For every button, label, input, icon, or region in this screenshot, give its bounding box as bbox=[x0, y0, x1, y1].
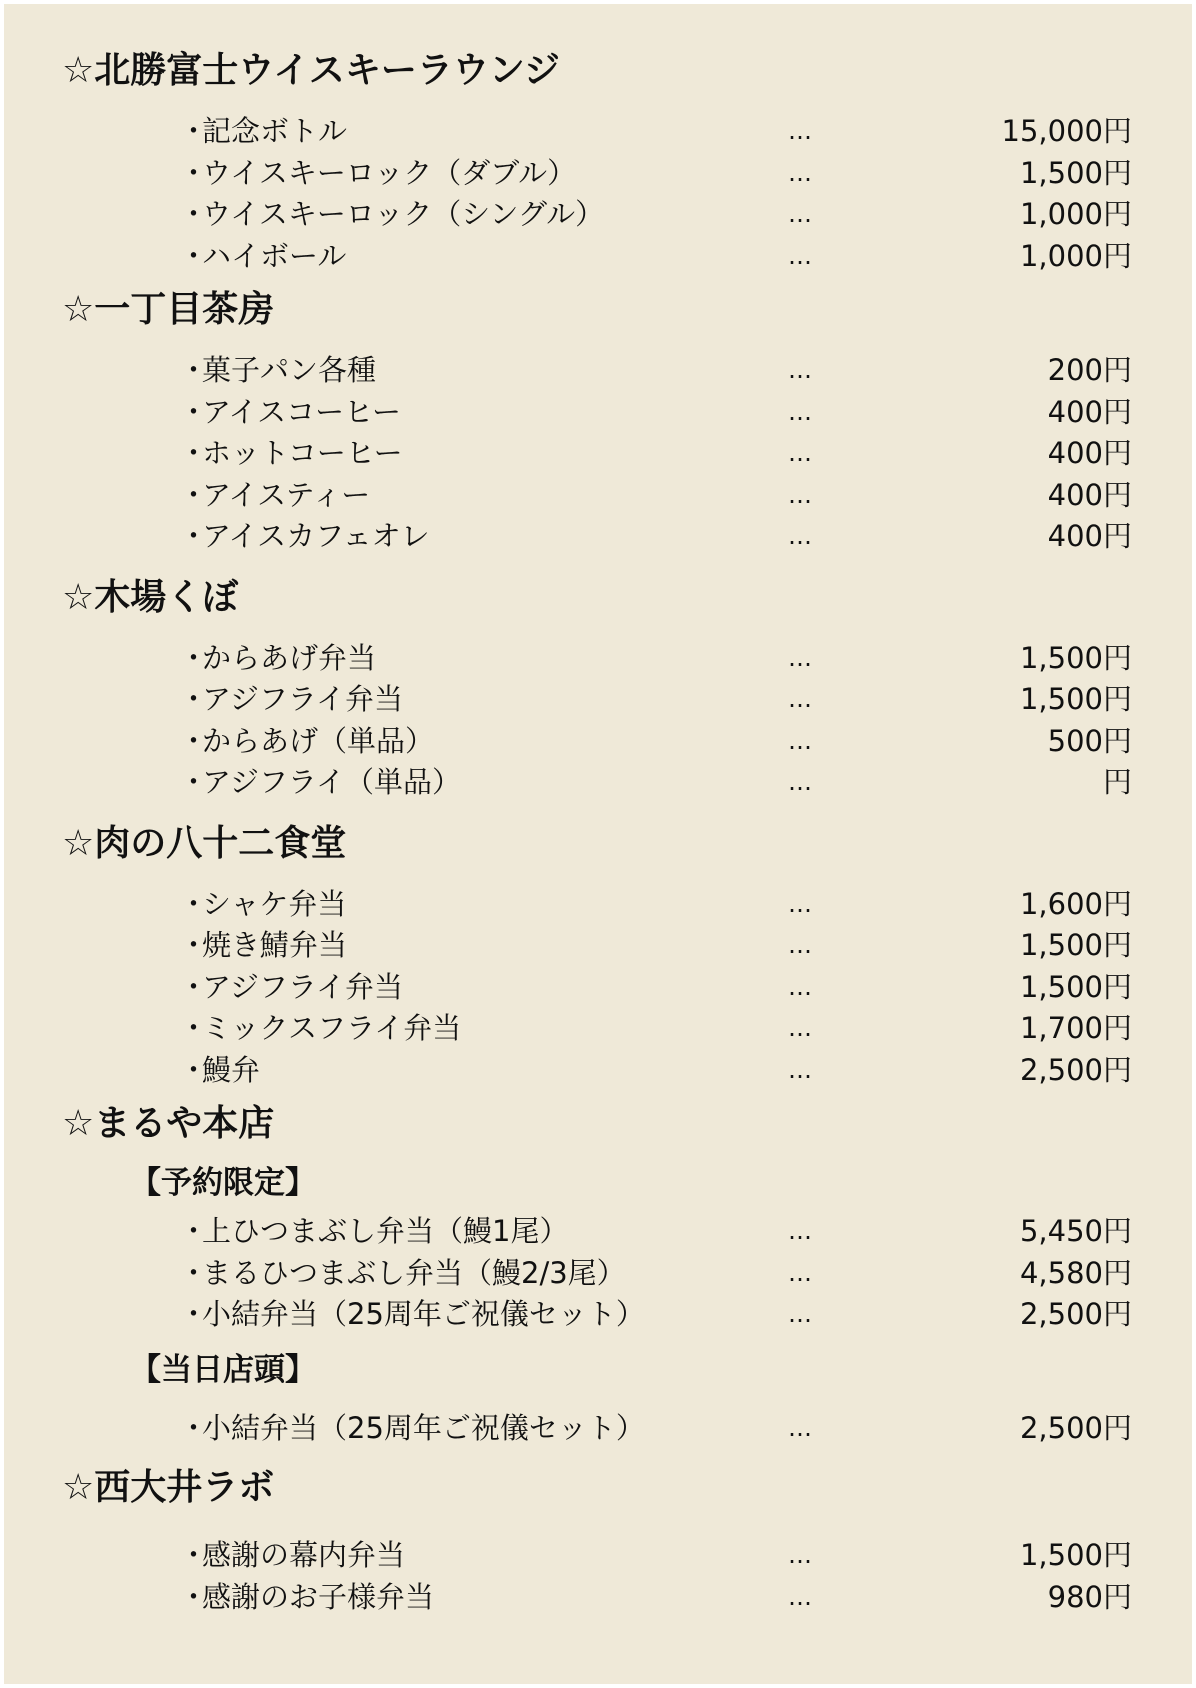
bullet: ・ bbox=[179, 353, 209, 387]
item-price: 1,000円 bbox=[1019, 238, 1132, 273]
menu-item bbox=[62, 1211, 1142, 1253]
menu-item bbox=[62, 516, 1142, 558]
bullet: ・ bbox=[179, 640, 209, 675]
bullet: ・ bbox=[179, 477, 209, 512]
item-name: 焼き鯖弁当 bbox=[202, 928, 348, 962]
item-name: まるひつまぶし弁当（鰻2/3尾） bbox=[202, 1255, 626, 1290]
item-name: アジフライ弁当 bbox=[202, 969, 403, 1004]
leader-dots: … bbox=[788, 1055, 813, 1084]
bullet: ・ bbox=[179, 1538, 209, 1572]
leader-dots: … bbox=[788, 643, 813, 672]
section-whisky-lounge bbox=[62, 46, 1142, 277]
bullet: ・ bbox=[179, 155, 209, 190]
menu-item bbox=[62, 433, 1142, 475]
bullet: ・ bbox=[179, 1579, 209, 1614]
item-name: からあげ（単品） bbox=[202, 723, 435, 758]
item-price: 1,500円 bbox=[1019, 682, 1132, 716]
item-name: アイスティー bbox=[202, 477, 371, 512]
bullet: ・ bbox=[179, 1214, 209, 1248]
item-name: 感謝のお子様弁当 bbox=[202, 1579, 435, 1614]
item-price: 1,500円 bbox=[1019, 1538, 1132, 1572]
item-price: 400円 bbox=[1047, 519, 1132, 553]
menu-item bbox=[62, 236, 1142, 278]
menu-item bbox=[62, 638, 1142, 680]
leader-dots: … bbox=[788, 1217, 813, 1245]
leader-dots: … bbox=[788, 439, 813, 467]
menu-item bbox=[62, 721, 1142, 763]
leader-dots: … bbox=[788, 1541, 813, 1569]
subsection-title: 【予約限定】 bbox=[130, 1165, 316, 1201]
section-niku-no-hachijuni bbox=[62, 819, 1142, 1092]
item-price: 1,600円 bbox=[1019, 886, 1132, 921]
section-ichome-sabo bbox=[62, 285, 1142, 558]
menu-page bbox=[4, 4, 1192, 1684]
item-price: 2,500円 bbox=[1019, 1410, 1132, 1445]
leader-dots: … bbox=[788, 1413, 813, 1442]
bullet: ・ bbox=[179, 723, 209, 758]
item-name: ウイスキーロック（シングル） bbox=[202, 197, 605, 231]
leader-dots: … bbox=[788, 1258, 813, 1287]
leader-dots: … bbox=[788, 356, 813, 384]
leader-dots: … bbox=[788, 200, 813, 228]
item-price: 5,450円 bbox=[1019, 1214, 1132, 1248]
item-price: 1,500円 bbox=[1019, 640, 1132, 675]
bullet: ・ bbox=[179, 1297, 209, 1331]
item-price: 200円 bbox=[1047, 353, 1132, 387]
item-price: 400円 bbox=[1047, 477, 1132, 512]
menu-item bbox=[62, 392, 1142, 434]
item-price: 2,500円 bbox=[1019, 1052, 1132, 1087]
subsection-title: 【当日店頭】 bbox=[130, 1351, 316, 1388]
item-price: 1,500円 bbox=[1019, 928, 1132, 962]
section-title: ☆まるや本店 bbox=[62, 1103, 275, 1144]
leader-dots: … bbox=[788, 972, 813, 1001]
menu-item bbox=[62, 350, 1142, 392]
bullet: ・ bbox=[179, 1052, 209, 1087]
item-name: アイスカフェオレ bbox=[202, 519, 430, 553]
menu-content bbox=[62, 46, 1142, 1618]
menu-item bbox=[62, 1535, 1142, 1577]
section-nishi-oi-labo bbox=[62, 1463, 1142, 1618]
section-maruya-honten bbox=[62, 1099, 1142, 1449]
item-name: 感謝の幕内弁当 bbox=[202, 1538, 406, 1572]
item-name: アジフライ（単品） bbox=[202, 765, 461, 799]
menu-item bbox=[62, 925, 1142, 967]
item-price: 4,580円 bbox=[1019, 1255, 1132, 1290]
leader-dots: … bbox=[788, 685, 813, 713]
leader-dots: … bbox=[788, 726, 813, 755]
item-name: 小結弁当（25周年ご祝儀セット） bbox=[202, 1410, 645, 1445]
item-name: アジフライ弁当 bbox=[202, 682, 403, 716]
bullet: ・ bbox=[179, 114, 209, 148]
leader-dots: … bbox=[788, 117, 813, 145]
bullet: ・ bbox=[179, 436, 209, 470]
item-name: ミックスフライ弁当 bbox=[202, 1011, 462, 1045]
bullet: ・ bbox=[179, 682, 209, 716]
item-name: 菓子パン各種 bbox=[202, 353, 377, 387]
item-name: ホットコーヒー bbox=[202, 436, 403, 470]
item-price: 円 bbox=[1102, 765, 1132, 799]
menu-item bbox=[62, 153, 1142, 195]
menu-item bbox=[62, 1008, 1142, 1050]
bullet: ・ bbox=[179, 519, 209, 553]
bullet: ・ bbox=[179, 928, 209, 962]
bullet: ・ bbox=[179, 1410, 209, 1445]
menu-item bbox=[62, 762, 1142, 804]
item-price: 400円 bbox=[1047, 436, 1132, 470]
item-price: 980円 bbox=[1047, 1579, 1132, 1614]
bullet: ・ bbox=[179, 1011, 209, 1045]
menu-item bbox=[62, 1577, 1142, 1619]
item-name: 上ひつまぶし弁当（鰻1尾） bbox=[202, 1214, 569, 1248]
item-name: からあげ弁当 bbox=[202, 640, 377, 675]
leader-dots: … bbox=[788, 931, 813, 959]
item-name: ハイボール bbox=[202, 238, 347, 273]
leader-dots: … bbox=[788, 1300, 813, 1328]
menu-item bbox=[62, 1253, 1142, 1295]
item-price: 500円 bbox=[1047, 723, 1132, 758]
leader-dots: … bbox=[788, 889, 813, 918]
section-title: ☆一丁目茶房 bbox=[62, 289, 275, 330]
leader-dots: … bbox=[788, 397, 813, 426]
item-price: 1,500円 bbox=[1019, 155, 1132, 190]
section-title: ☆木場くぼ bbox=[62, 576, 239, 618]
menu-item bbox=[62, 679, 1142, 721]
leader-dots: … bbox=[788, 522, 813, 550]
item-price: 1,500円 bbox=[1019, 969, 1132, 1004]
item-name: アイスコーヒー bbox=[202, 394, 401, 429]
bullet: ・ bbox=[179, 765, 209, 799]
bullet: ・ bbox=[179, 886, 209, 921]
item-name: 鰻弁 bbox=[202, 1052, 261, 1087]
bullet: ・ bbox=[179, 969, 209, 1004]
bullet: ・ bbox=[179, 394, 209, 429]
item-name: ウイスキーロック（ダブル） bbox=[202, 155, 577, 190]
leader-dots: … bbox=[788, 158, 813, 187]
item-name: 記念ボトル bbox=[202, 114, 348, 148]
menu-item bbox=[62, 111, 1142, 153]
item-name: シャケ弁当 bbox=[202, 886, 347, 921]
menu-item bbox=[62, 475, 1142, 517]
bullet: ・ bbox=[179, 1255, 209, 1290]
menu-item bbox=[62, 1050, 1142, 1092]
leader-dots: … bbox=[788, 1014, 813, 1042]
section-title: ☆西大井ラボ bbox=[62, 1467, 275, 1508]
item-price: 1,000円 bbox=[1019, 197, 1132, 231]
bullet: ・ bbox=[179, 238, 209, 273]
item-name: 小結弁当（25周年ご祝儀セット） bbox=[202, 1297, 645, 1331]
item-price: 15,000円 bbox=[1001, 114, 1132, 148]
menu-item bbox=[62, 1294, 1142, 1336]
menu-item bbox=[62, 1408, 1142, 1450]
leader-dots: … bbox=[788, 241, 813, 270]
menu-item bbox=[62, 967, 1142, 1009]
menu-item bbox=[62, 194, 1142, 236]
item-price: 1,700円 bbox=[1019, 1011, 1132, 1045]
section-title: ☆北勝富士ウイスキーラウンジ bbox=[62, 50, 560, 91]
leader-dots: … bbox=[788, 768, 813, 796]
leader-dots: … bbox=[788, 1582, 813, 1611]
item-price: 400円 bbox=[1047, 394, 1132, 429]
item-price: 2,500円 bbox=[1019, 1297, 1132, 1331]
leader-dots: … bbox=[788, 480, 813, 509]
bullet: ・ bbox=[179, 197, 209, 231]
section-title: ☆肉の八十二食堂 bbox=[62, 822, 347, 864]
menu-item bbox=[62, 884, 1142, 926]
section-kiba-kubo bbox=[62, 573, 1142, 804]
